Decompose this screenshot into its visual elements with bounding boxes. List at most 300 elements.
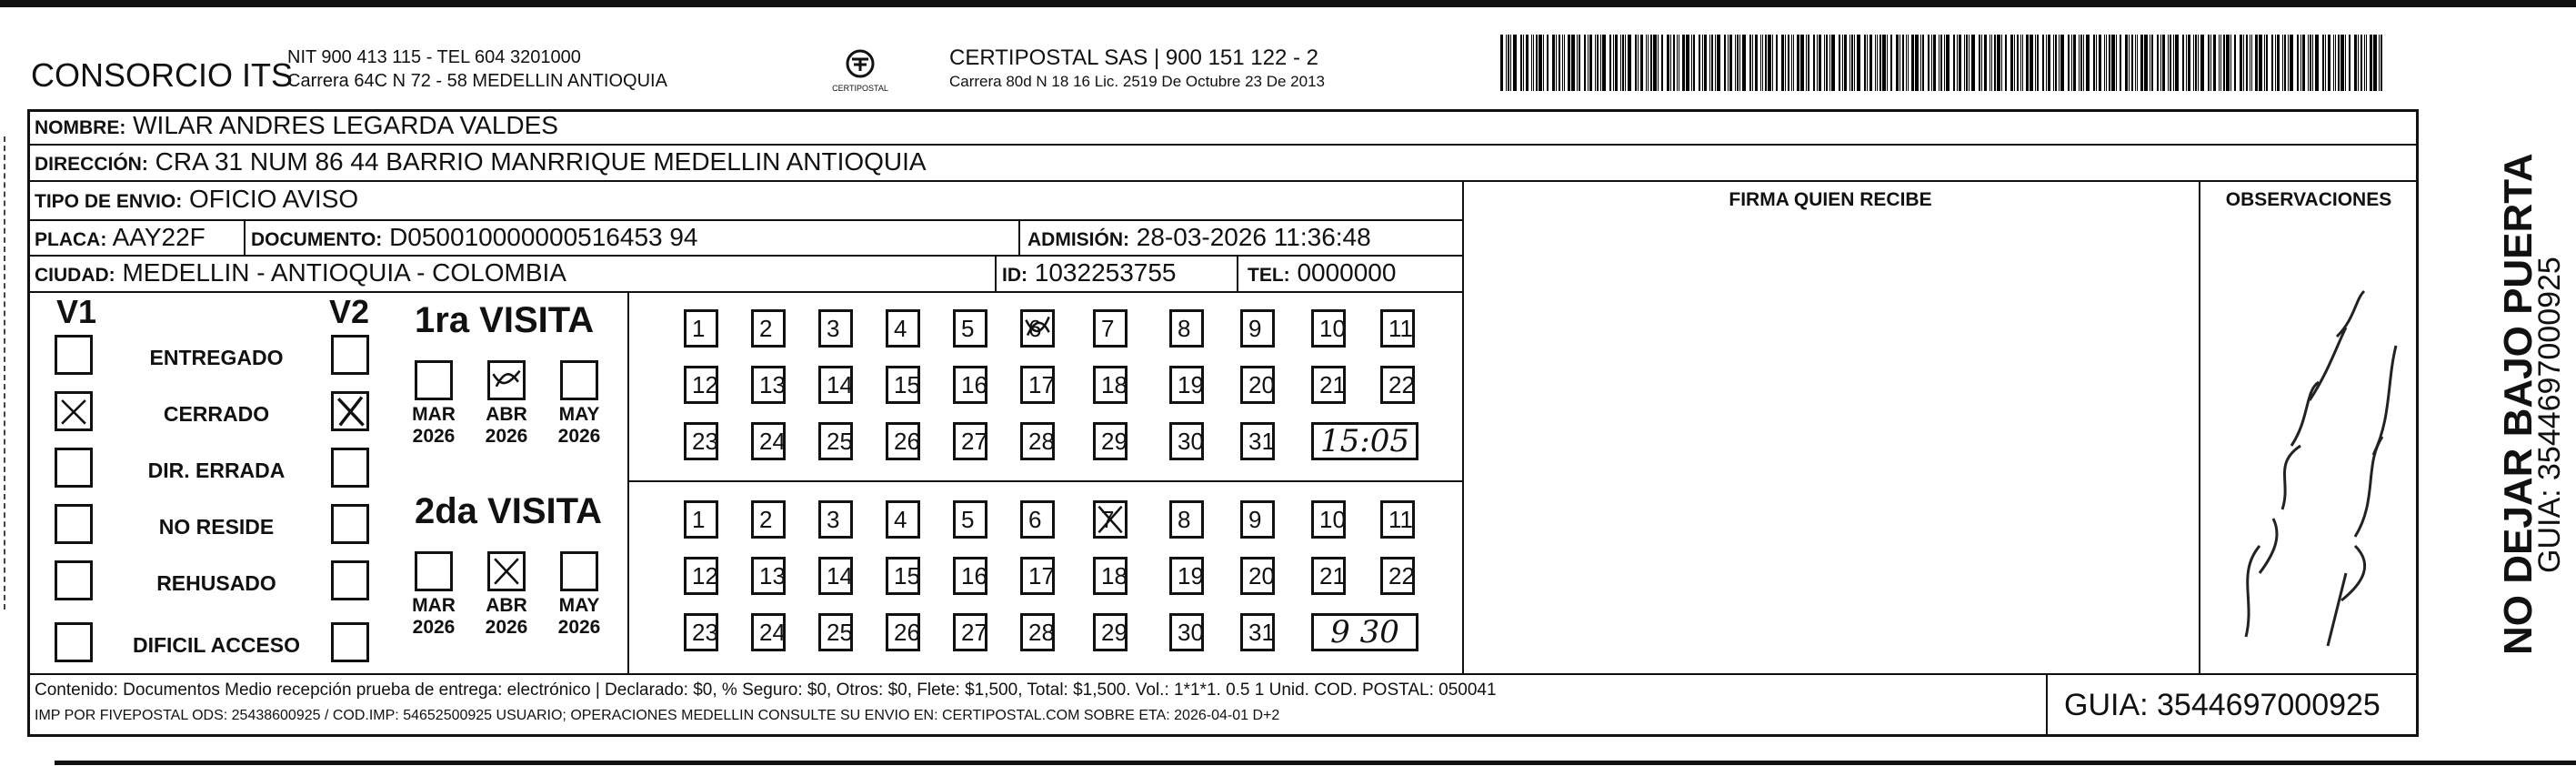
barcode-bar	[1906, 35, 1907, 91]
barcode-bar	[1819, 35, 1821, 91]
barcode-bar	[2182, 35, 2184, 91]
day-number: 5	[961, 506, 975, 533]
v2-checkbox[interactable]	[331, 560, 369, 600]
day-box[interactable]	[1380, 500, 1415, 539]
day-number: 22	[1388, 371, 1415, 398]
day-box[interactable]	[1020, 500, 1055, 539]
barcode-bar	[1882, 35, 1886, 91]
barcode-bar	[1635, 35, 1637, 91]
barcode	[1500, 35, 2391, 91]
v1-checkbox[interactable]	[55, 560, 93, 600]
barcode-bar	[1588, 35, 1589, 91]
day-box[interactable]	[1311, 500, 1346, 539]
barcode-bar	[1595, 35, 1596, 91]
day-number: 10	[1319, 506, 1346, 533]
barcode-bar	[2042, 35, 2044, 91]
barcode-bar	[1776, 35, 1778, 91]
barcode-bar	[2366, 35, 2367, 91]
barcode-bar	[1513, 35, 1517, 91]
barcode-bar	[1966, 35, 1968, 91]
barcode-bar	[1579, 35, 1580, 91]
barcode-bar	[1625, 35, 1626, 91]
day-box[interactable]	[953, 366, 987, 404]
status-label: DIR. ERRADA	[147, 459, 286, 482]
day-number: 12	[692, 562, 718, 590]
top-border	[0, 0, 2576, 7]
day-box[interactable]	[886, 613, 920, 651]
tipo-envio-value: OFICIO AVISO	[188, 185, 359, 213]
day-box[interactable]	[1380, 557, 1415, 595]
barcode-bar	[2144, 35, 2148, 91]
month-checkbox[interactable]	[415, 360, 453, 400]
barcode-bar	[2073, 35, 2076, 91]
day-box[interactable]	[953, 309, 987, 348]
day-number: 20	[1248, 562, 1275, 590]
barcode-bar	[2282, 35, 2283, 91]
barcode-bar	[2220, 35, 2221, 91]
barcode-bar	[2354, 35, 2357, 91]
day-number: 4	[894, 315, 907, 342]
day-box[interactable]	[684, 422, 718, 460]
day-box[interactable]	[1311, 309, 1346, 348]
day-box[interactable]	[886, 500, 920, 539]
barcode-bar	[2213, 35, 2216, 91]
day-number: 15	[894, 371, 920, 398]
barcode-bar	[2120, 35, 2121, 91]
barcode-bar	[2162, 35, 2165, 91]
barcode-bar	[2364, 35, 2365, 91]
barcode-bar	[2099, 35, 2101, 91]
month-checkbox[interactable]	[487, 360, 526, 400]
barcode-bar	[1500, 35, 1503, 91]
company-nit: NIT 900 413 115 - TEL 604 3201000	[287, 47, 581, 67]
day-box[interactable]	[1240, 500, 1275, 539]
status-label: DIFICIL ACCESO	[132, 633, 300, 657]
barcode-bar	[1902, 35, 1904, 91]
id-value: 1032253755	[1034, 258, 1177, 287]
barcode-bar	[2020, 35, 2021, 91]
barcode-bar	[1788, 35, 1789, 91]
barcode-bar	[2243, 35, 2244, 91]
month-name: MAR	[412, 595, 456, 616]
day-box[interactable]	[818, 500, 853, 539]
barcode-bar	[2116, 35, 2117, 91]
day-number: 1	[692, 315, 706, 342]
v2-checkbox[interactable]	[331, 391, 369, 431]
barcode-bar	[2010, 35, 2013, 91]
status-label: CERRADO	[163, 402, 270, 426]
day-box[interactable]	[1311, 366, 1346, 404]
barcode-bar	[2226, 35, 2230, 91]
month-label	[412, 595, 456, 639]
day-number: 27	[961, 619, 987, 646]
barcode-bar	[2035, 35, 2036, 91]
barcode-bar	[1940, 35, 1942, 91]
barcode-bar	[2302, 35, 2305, 91]
barcode-bar	[1677, 35, 1678, 91]
barcode-bar	[1831, 35, 1835, 91]
day-box[interactable]	[1311, 557, 1346, 595]
perforation-line	[4, 136, 8, 610]
day-number: 21	[1319, 371, 1346, 398]
barcode-bar	[2297, 35, 2299, 91]
day-box[interactable]	[818, 557, 853, 595]
barcode-bar	[2370, 35, 2372, 91]
day-box[interactable]	[684, 557, 718, 595]
barcode-bar	[1568, 35, 1570, 91]
day-box[interactable]	[818, 613, 853, 651]
placa-row	[35, 223, 205, 255]
day-box[interactable]	[1093, 500, 1128, 539]
barcode-bar	[2001, 35, 2002, 91]
day-number: 26	[894, 428, 920, 455]
barcode-bar	[1851, 35, 1853, 91]
barcode-bar	[1737, 35, 1739, 91]
month-label	[485, 404, 528, 448]
barcode-bar	[2219, 35, 2220, 91]
barcode-bar	[2104, 35, 2105, 91]
v1-checkbox[interactable]	[55, 391, 93, 431]
day-box[interactable]	[684, 309, 718, 348]
day-box[interactable]	[1240, 422, 1275, 460]
day-box[interactable]	[1169, 613, 1204, 651]
v2-checkbox[interactable]	[331, 622, 369, 662]
day-number: 24	[759, 428, 786, 455]
month-name: ABR	[486, 595, 527, 616]
status-label: ENTREGADO	[149, 346, 284, 369]
barcode-bar	[1620, 35, 1621, 91]
barcode-bar	[1911, 35, 1914, 91]
barcode-bar	[1735, 35, 1736, 91]
barcode-bar	[2349, 35, 2350, 91]
barcode-bar	[2300, 35, 2301, 91]
barcode-bar	[2168, 35, 2169, 91]
barcode-bar	[1931, 35, 1932, 91]
month-name: MAY	[558, 595, 600, 616]
barcode-bar	[1781, 35, 1784, 91]
tel-label: TEL:	[1248, 265, 1290, 286]
v1-checkbox[interactable]	[55, 622, 93, 662]
barcode-bar	[1584, 35, 1586, 91]
day-box[interactable]	[684, 500, 718, 539]
handwritten-observation	[2219, 273, 2401, 655]
month-label	[557, 404, 601, 448]
day-box[interactable]	[1240, 366, 1275, 404]
day-number: 25	[827, 619, 853, 646]
barcode-bar	[2037, 35, 2039, 91]
day-box[interactable]	[751, 422, 786, 460]
barcode-bar	[2030, 35, 2033, 91]
barcode-bar	[2175, 35, 2179, 91]
day-box[interactable]	[1020, 557, 1055, 595]
tel-row	[1248, 258, 1396, 290]
barcode-bar	[2059, 35, 2060, 91]
day-box[interactable]	[684, 366, 718, 404]
day-box[interactable]	[886, 422, 920, 460]
barcode-bar	[1520, 35, 1522, 91]
barcode-bar	[2198, 35, 2199, 91]
day-box[interactable]	[684, 613, 718, 651]
day-number: 22	[1388, 562, 1415, 590]
barcode-bar	[1615, 35, 1618, 91]
day-box[interactable]	[1240, 613, 1275, 651]
barcode-bar	[1670, 35, 1671, 91]
barcode-bar	[2131, 35, 2133, 91]
barcode-bar	[2129, 35, 2130, 91]
day-box[interactable]	[886, 366, 920, 404]
barcode-bar	[2195, 35, 2197, 91]
barcode-bar	[2170, 35, 2171, 91]
documento-label: DOCUMENTO:	[251, 229, 383, 250]
barcode-bar	[2310, 35, 2311, 91]
barcode-bar	[1842, 35, 1843, 91]
barcode-bar	[1994, 35, 1996, 91]
barcode-bar	[1915, 35, 1919, 91]
v1-checkbox[interactable]	[55, 448, 93, 488]
barcode-bar	[1724, 35, 1726, 91]
barcode-bar	[1817, 35, 1818, 91]
barcode-bar	[1957, 35, 1958, 91]
tipo-envio-label: TIPO DE ENVIO:	[35, 191, 183, 212]
admision-row	[1027, 223, 1371, 255]
barcode-bar	[1729, 35, 1732, 91]
day-number: 10	[1319, 315, 1346, 342]
barcode-bar	[2251, 35, 2252, 91]
barcode-bar	[2140, 35, 2143, 91]
day-number: 29	[1101, 428, 1128, 455]
status-label: REHUSADO	[156, 571, 276, 595]
barcode-bar	[2271, 35, 2273, 91]
v1-header: V1	[56, 293, 97, 330]
month-year: 2026	[412, 617, 456, 638]
day-number: 11	[1388, 506, 1413, 533]
day-number: 18	[1101, 371, 1128, 398]
barcode-bar	[2173, 35, 2174, 91]
day-box[interactable]	[751, 500, 786, 539]
day-box[interactable]	[1020, 422, 1055, 460]
day-number: 23	[692, 428, 718, 455]
day-box[interactable]	[751, 366, 786, 404]
v1-checkbox[interactable]	[55, 335, 93, 375]
day-number: 8	[1178, 315, 1191, 342]
barcode-bar	[1762, 35, 1763, 91]
day-box[interactable]	[751, 557, 786, 595]
month-name: ABR	[486, 404, 527, 425]
barcode-bar	[1640, 35, 1643, 91]
day-box[interactable]	[1169, 500, 1204, 539]
nombre-label: NOMBRE:	[35, 117, 126, 138]
day-box[interactable]	[886, 557, 920, 595]
day-box[interactable]	[1169, 366, 1204, 404]
day-box[interactable]	[1020, 309, 1055, 348]
barcode-bar	[2312, 35, 2313, 91]
barcode-bar	[1867, 35, 1868, 91]
barcode-bar	[1667, 35, 1669, 91]
barcode-bar	[1826, 35, 1828, 91]
barcode-bar	[2360, 35, 2362, 91]
month-year: 2026	[557, 426, 601, 447]
day-box[interactable]	[953, 557, 987, 595]
day-box[interactable]	[818, 422, 853, 460]
day-box[interactable]	[953, 500, 987, 539]
barcode-bar	[1793, 35, 1794, 91]
month-checkbox[interactable]	[560, 360, 598, 400]
day-box[interactable]	[1093, 309, 1128, 348]
barcode-bar	[2111, 35, 2115, 91]
day-number: 9	[1248, 506, 1262, 533]
barcode-bar	[1699, 35, 1700, 91]
day-number: 31	[1248, 428, 1275, 455]
barcode-bar	[2266, 35, 2268, 91]
barcode-bar	[1928, 35, 1929, 91]
day-box[interactable]	[886, 309, 920, 348]
day-box[interactable]	[1240, 309, 1275, 348]
barcode-bar	[1752, 35, 1753, 91]
barcode-bar	[2093, 35, 2095, 91]
barcode-bar	[1571, 35, 1575, 91]
day-box[interactable]	[751, 613, 786, 651]
visit-title: 1ra VISITA	[415, 300, 595, 340]
barcode-bar	[2223, 35, 2225, 91]
logo-caption: CERTIPOSTAL	[832, 84, 888, 93]
barcode-bar	[2079, 35, 2080, 91]
tel-value: 0000000	[1297, 258, 1397, 287]
barcode-bar	[2255, 35, 2258, 91]
day-number: 7	[1101, 315, 1115, 342]
barcode-bar	[1547, 35, 1549, 91]
barcode-bar	[1964, 35, 1965, 91]
day-number: 30	[1178, 619, 1204, 646]
v1-checkbox[interactable]	[55, 504, 93, 544]
barcode-bar	[1984, 35, 1987, 91]
tipo-envio-row	[35, 185, 358, 217]
day-box[interactable]	[1020, 613, 1055, 651]
barcode-bar	[1628, 35, 1631, 91]
day-box[interactable]	[1240, 557, 1275, 595]
barcode-bar	[1839, 35, 1840, 91]
month-checkbox[interactable]	[487, 551, 526, 591]
barcode-bar	[1526, 35, 1529, 91]
barcode-bar	[1508, 35, 1509, 91]
barcode-bar	[1556, 35, 1557, 91]
day-number: 29	[1101, 619, 1128, 646]
barcode-bar	[1959, 35, 1961, 91]
day-box[interactable]	[1093, 422, 1128, 460]
barcode-bar	[2373, 35, 2377, 91]
barcode-bar	[1691, 35, 1692, 91]
month-year: 2026	[485, 617, 528, 638]
day-number: 25	[827, 428, 853, 455]
barcode-bar	[2275, 35, 2276, 91]
barcode-bar	[1658, 35, 1659, 91]
month-label	[557, 595, 601, 639]
day-box[interactable]	[953, 422, 987, 460]
nombre-row	[35, 111, 558, 143]
v2-checkbox[interactable]	[331, 335, 369, 375]
barcode-bar	[1622, 35, 1624, 91]
barcode-bar	[2277, 35, 2280, 91]
day-box[interactable]	[818, 309, 853, 348]
barcode-bar	[1638, 35, 1639, 91]
day-box[interactable]	[1020, 366, 1055, 404]
barcode-bar	[1661, 35, 1663, 91]
barcode-bar	[1506, 35, 1507, 91]
barcode-bar	[2379, 35, 2380, 91]
barcode-bar	[2137, 35, 2138, 91]
day-number: 19	[1178, 562, 1204, 590]
barcode-bar	[2315, 35, 2319, 91]
barcode-bar	[1600, 35, 1601, 91]
barcode-bar	[1844, 35, 1847, 91]
day-box[interactable]	[1169, 309, 1204, 348]
barcode-bar	[2083, 35, 2084, 91]
ciudad-label: CIUDAD:	[35, 265, 115, 286]
barcode-bar	[1997, 35, 2000, 91]
day-number: 19	[1178, 371, 1204, 398]
barcode-bar	[1946, 35, 1950, 91]
day-box[interactable]	[1169, 557, 1204, 595]
day-number: 18	[1101, 562, 1128, 590]
barcode-bar	[1824, 35, 1825, 91]
barcode-bar	[2381, 35, 2382, 91]
barcode-bar	[1813, 35, 1815, 91]
day-box[interactable]	[1380, 309, 1415, 348]
month-year: 2026	[485, 426, 528, 447]
day-box[interactable]	[953, 613, 987, 651]
v2-checkbox[interactable]	[331, 504, 369, 544]
barcode-bar	[2246, 35, 2248, 91]
barcode-bar	[1939, 35, 1940, 91]
vertical-guia: GUIA: 3544697000925	[2532, 257, 2567, 573]
day-number: 28	[1028, 619, 1055, 646]
day-box[interactable]	[1093, 557, 1128, 595]
barcode-bar	[1869, 35, 1872, 91]
day-number: 15	[894, 562, 920, 590]
barcode-bar	[1969, 35, 1970, 91]
bottom-border	[55, 761, 2576, 765]
day-number: 13	[759, 562, 786, 590]
month-label	[485, 595, 528, 639]
direccion-value: CRA 31 NUM 86 44 BARRIO MANRRIQUE MEDELLIN ANTIOQUIA	[155, 147, 927, 176]
day-number: 16	[961, 562, 987, 590]
day-number: 27	[961, 428, 987, 455]
month-checkbox[interactable]	[415, 551, 453, 591]
guia-number: GUIA: 3544697000925	[2046, 673, 2419, 737]
barcode-bar	[1577, 35, 1578, 91]
day-box[interactable]	[818, 366, 853, 404]
day-box[interactable]	[1093, 366, 1128, 404]
day-number: 17	[1028, 371, 1055, 398]
day-box[interactable]	[751, 309, 786, 348]
direccion-row	[35, 147, 927, 179]
barcode-bar	[1908, 35, 1909, 91]
barcode-bar	[2259, 35, 2262, 91]
barcode-bar	[2345, 35, 2346, 91]
barcode-bar	[1523, 35, 1524, 91]
barcode-bar	[2358, 35, 2359, 91]
day-number: 13	[759, 371, 786, 398]
day-number: 4	[894, 506, 907, 533]
barcode-bar	[1609, 35, 1611, 91]
month-checkbox[interactable]	[560, 551, 598, 591]
v2-checkbox[interactable]	[331, 448, 369, 488]
barcode-bar	[1768, 35, 1771, 91]
day-box[interactable]	[1169, 422, 1204, 460]
day-check-mark	[1096, 503, 1125, 536]
day-box[interactable]	[1380, 366, 1415, 404]
day-box[interactable]	[1093, 613, 1128, 651]
barcode-bar	[1510, 35, 1511, 91]
